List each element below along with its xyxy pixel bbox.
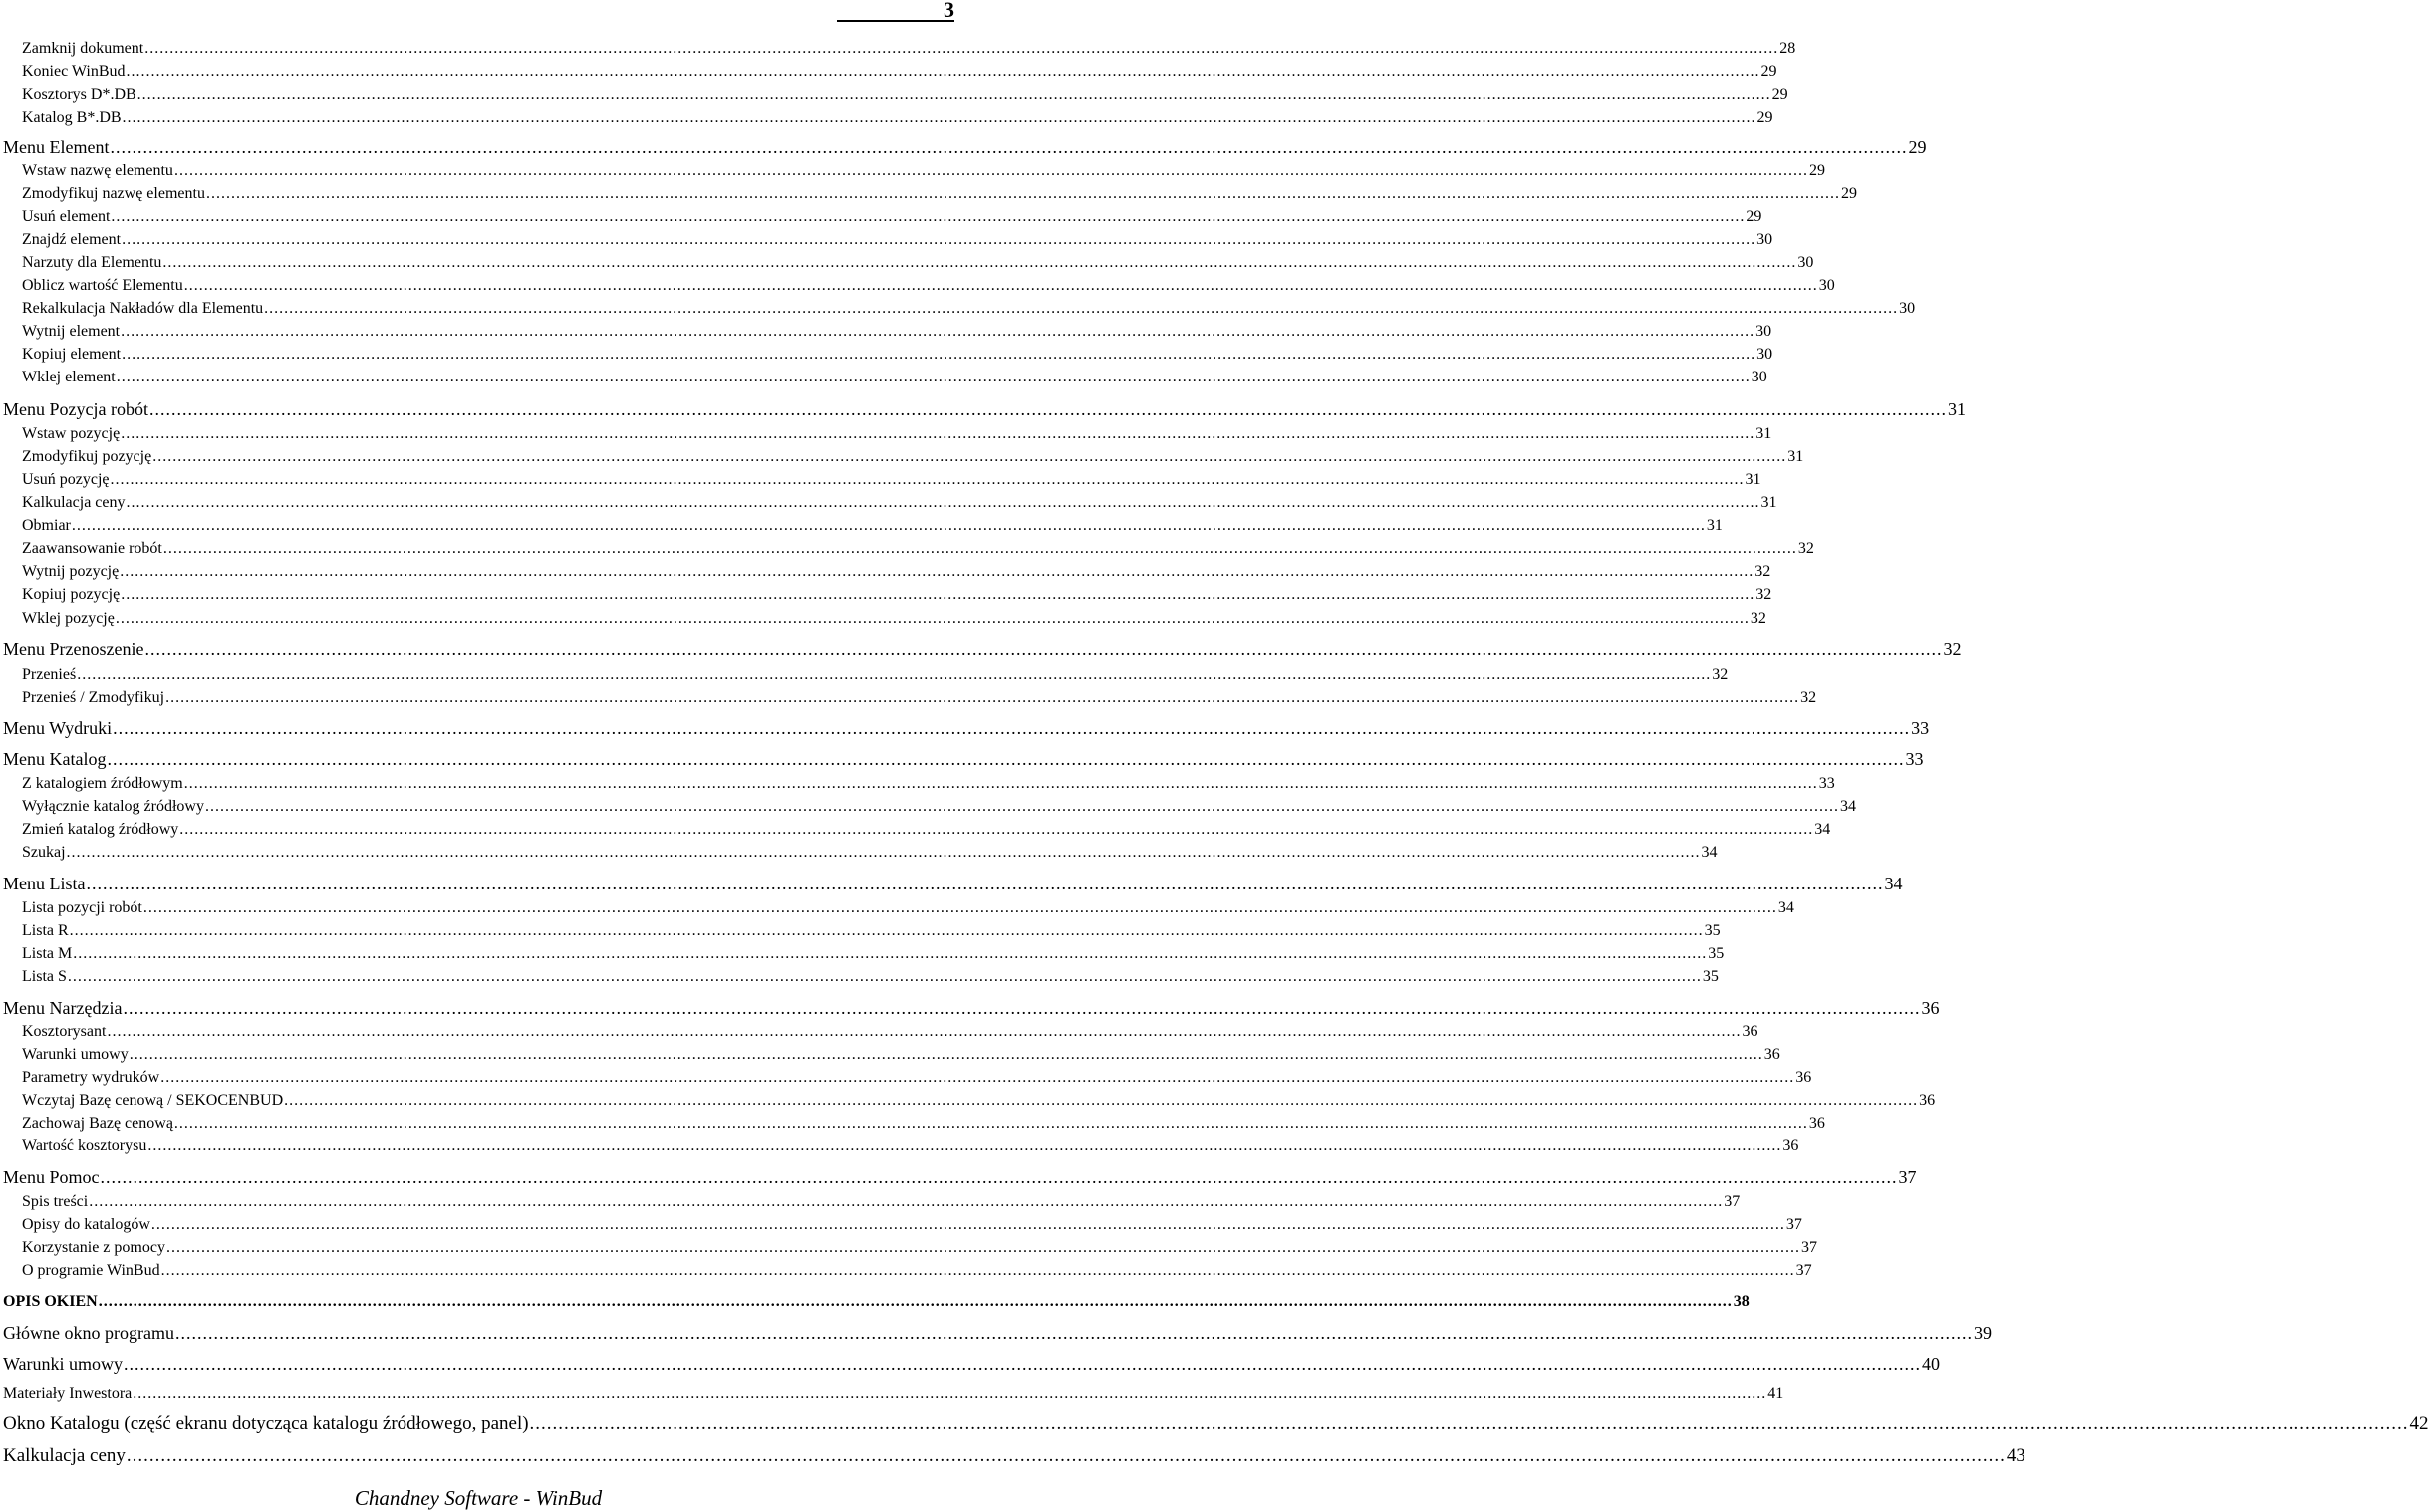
toc-entry-label: Szukaj — [22, 844, 66, 861]
toc-entry-label: Wczytaj Bazę cenową / SEKOCENBUD — [22, 1092, 284, 1109]
dot-leader — [122, 228, 1755, 251]
toc-entry-label: Narzuty dla Elementu — [22, 254, 162, 271]
toc-entry-page: 31 — [1706, 517, 1723, 534]
dot-leader — [127, 60, 1760, 83]
toc-entry-page: 29 — [1771, 86, 1788, 103]
toc-entry[interactable] — [0, 60, 1777, 83]
toc-entry-page: 29 — [1908, 137, 1927, 157]
toc-entry-label: Warunki umowy — [3, 1354, 124, 1374]
dot-leader — [174, 1112, 1808, 1134]
toc-entry[interactable] — [0, 106, 1773, 128]
dot-leader — [184, 772, 1818, 795]
dot-leader — [111, 468, 1745, 491]
toc-entry-label: Lista S — [22, 968, 67, 985]
toc-entry-page: 37 — [1898, 1167, 1917, 1187]
dot-leader — [175, 1320, 1973, 1346]
toc-entry-page: 36 — [1921, 998, 1940, 1018]
toc-entry-page: 34 — [1701, 844, 1718, 861]
toc-entry-label: Warunki umowy — [22, 1046, 129, 1063]
toc-entry-page: 33 — [1911, 718, 1930, 738]
toc-entry[interactable] — [0, 491, 1777, 514]
toc-entry[interactable] — [0, 896, 1794, 919]
dot-leader — [70, 919, 1704, 942]
toc-entry-label: Usuń pozycję — [22, 471, 110, 488]
toc-entry-page: 32 — [1755, 586, 1772, 603]
toc-entry[interactable] — [0, 1089, 1936, 1112]
toc-entry-page: 29 — [1746, 208, 1762, 225]
toc-entry-page: 32 — [1754, 563, 1771, 580]
dot-leader — [151, 1213, 1785, 1236]
toc-entry-label: Spis treści — [22, 1193, 89, 1210]
toc-entry-page: 36 — [1763, 1046, 1780, 1063]
toc-entry-label: Z katalogiem źródłowym — [22, 775, 183, 792]
toc-entry[interactable] — [0, 159, 1825, 182]
toc-entry-page: 35 — [1708, 945, 1725, 962]
dot-leader — [73, 942, 1707, 965]
toc-entry[interactable] — [0, 251, 1814, 274]
dot-leader — [149, 396, 1947, 422]
toc-entry-page: 31 — [1745, 471, 1761, 488]
dot-leader — [121, 320, 1754, 343]
dot-leader — [144, 636, 1942, 662]
toc-entry-label: Kosztorysant — [22, 1023, 107, 1040]
toc-entry-page: 34 — [1839, 798, 1856, 815]
toc-entry-label: Kopiuj pozycję — [22, 586, 121, 603]
dot-leader — [111, 205, 1745, 228]
dot-leader — [127, 1442, 2006, 1470]
toc-entry[interactable] — [0, 83, 1788, 106]
toc-entry-page: 28 — [1779, 40, 1796, 57]
dot-leader — [161, 1259, 1795, 1282]
dot-leader — [101, 1164, 1898, 1190]
toc-entry-page: 37 — [1785, 1216, 1802, 1233]
dot-leader — [113, 715, 1910, 741]
toc-entry-page: 39 — [1973, 1323, 1992, 1343]
toc-entry[interactable] — [0, 1190, 1741, 1213]
toc-entry-label: Wstaw pozycję — [22, 425, 121, 442]
dot-leader — [123, 995, 1920, 1021]
dot-leader — [121, 583, 1754, 606]
toc-entry-label: Menu Katalog — [3, 749, 107, 769]
dot-leader — [117, 366, 1751, 388]
dot-leader — [137, 83, 1771, 106]
dot-leader — [133, 1382, 1766, 1407]
toc-entry-page: 36 — [1808, 1115, 1825, 1132]
dot-leader — [127, 491, 1760, 514]
toc-entry[interactable] — [0, 343, 1773, 366]
toc-entry-label: Wytnij element — [22, 323, 121, 340]
dot-leader — [89, 1190, 1723, 1213]
toc-entry[interactable] — [0, 1164, 1917, 1190]
dot-leader — [174, 159, 1808, 182]
toc-entry[interactable] — [0, 583, 1772, 606]
toc-entry-page: 30 — [1756, 346, 1773, 363]
toc-entry-label: Rekalkulacja Nakładów dla Elementu — [22, 300, 264, 317]
toc-entry-label: Menu Narzędzia — [3, 998, 123, 1018]
toc-entry[interactable] — [0, 942, 1725, 965]
toc-entry[interactable] — [0, 772, 1835, 795]
toc-entry-page: 30 — [1797, 254, 1814, 271]
toc-entry-page: 32 — [1712, 666, 1729, 683]
dot-leader — [87, 871, 1884, 896]
header-rule — [837, 20, 954, 22]
toc-entry-page: 30 — [1899, 300, 1916, 317]
toc-entry[interactable] — [0, 636, 1962, 662]
toc-entry[interactable] — [0, 1020, 1758, 1043]
toc-entry-page: 36 — [1782, 1137, 1799, 1154]
dot-leader — [124, 1351, 1921, 1377]
toc-entry[interactable] — [0, 871, 1903, 896]
toc-entry-label: Koniec WinBud — [22, 63, 126, 80]
dot-leader — [264, 297, 1898, 320]
toc-entry[interactable] — [0, 205, 1762, 228]
toc-entry[interactable] — [0, 1066, 1812, 1089]
page-number: 3 — [944, 0, 954, 22]
toc-entry[interactable] — [0, 1442, 2025, 1470]
toc-entry[interactable] — [0, 965, 1719, 988]
toc-entry-page: 31 — [1947, 399, 1966, 419]
toc-entry-page: 29 — [1756, 109, 1773, 126]
toc-entry-label: Zamknij dokument — [22, 40, 144, 57]
dot-leader — [160, 1066, 1794, 1089]
dot-leader — [107, 746, 1904, 772]
toc-entry-label: Lista R — [22, 922, 69, 939]
dot-leader — [166, 1236, 1800, 1259]
toc-entry-page: 36 — [1742, 1023, 1758, 1040]
toc-entry[interactable] — [0, 297, 1916, 320]
dot-leader — [162, 251, 1796, 274]
toc-entry-page: 41 — [1767, 1386, 1784, 1402]
dot-leader — [68, 965, 1702, 988]
toc-entry-label: OPIS OKIEN — [3, 1293, 98, 1310]
toc-entry-page: 34 — [1777, 899, 1794, 916]
toc-entry[interactable] — [0, 995, 1940, 1021]
toc-entry-label: Menu Pomoc — [3, 1167, 100, 1187]
toc-entry-page: 43 — [2006, 1445, 2025, 1466]
toc-entry-label: Zmodyfikuj pozycję — [22, 448, 152, 465]
toc-entry-label: Menu Element — [3, 137, 110, 157]
toc-entry-page: 32 — [1750, 610, 1766, 627]
toc-entry-label: Zachowaj Bazę cenową — [22, 1115, 173, 1132]
toc-entry-page: 32 — [1800, 689, 1817, 706]
toc-entry-label: Okno Katalogu (część ekranu dotycząca katalogu źródłowego, panel) — [3, 1413, 529, 1434]
toc-entry[interactable] — [0, 1289, 1750, 1315]
toc-entry-label: Menu Wydruki — [3, 718, 113, 738]
toc-entry-page: 36 — [1795, 1069, 1812, 1086]
toc-entry[interactable] — [0, 1320, 1992, 1346]
dot-leader — [206, 182, 1840, 205]
dot-leader — [530, 1410, 2409, 1438]
toc-entry-page: 33 — [1905, 749, 1924, 769]
toc-entry-label: Wytnij pozycję — [22, 563, 120, 580]
dot-leader — [99, 1289, 1733, 1315]
toc-entry-page: 30 — [1756, 231, 1773, 248]
toc-entry[interactable] — [0, 320, 1772, 343]
toc-entry[interactable] — [0, 468, 1761, 491]
toc-entry-page: 30 — [1751, 369, 1767, 385]
dot-leader — [284, 1089, 1918, 1112]
toc-entry-page: 30 — [1755, 323, 1772, 340]
dot-leader — [121, 422, 1754, 445]
toc-entry-page: 37 — [1800, 1239, 1817, 1256]
dot-leader — [67, 841, 1701, 864]
toc-entry-page: 32 — [1943, 639, 1962, 659]
toc-entry[interactable] — [0, 274, 1835, 297]
toc-entry[interactable] — [0, 422, 1772, 445]
toc-entry-label: Opisy do katalogów — [22, 1216, 150, 1233]
toc-entry[interactable] — [0, 182, 1857, 205]
dot-leader — [123, 106, 1756, 128]
toc-entry[interactable] — [0, 715, 1930, 741]
toc-entry[interactable] — [0, 537, 1814, 560]
toc-entry[interactable] — [0, 919, 1721, 942]
toc-entry-page: 42 — [2409, 1413, 2429, 1434]
toc-entry[interactable] — [0, 396, 1966, 422]
toc-entry-page: 33 — [1818, 775, 1835, 792]
toc-entry-label: Usuń element — [22, 208, 111, 225]
dot-leader — [147, 1134, 1781, 1157]
toc-entry-label: Kopiuj element — [22, 346, 122, 363]
toc-entry-page: 38 — [1733, 1293, 1750, 1310]
toc-entry[interactable] — [0, 818, 1831, 841]
toc-entry[interactable] — [0, 560, 1771, 583]
toc-entry[interactable] — [0, 1134, 1799, 1157]
dot-leader — [72, 514, 1706, 537]
toc-entry-label: Przenieś / Zmodyfikuj — [22, 689, 165, 706]
toc-entry[interactable] — [0, 514, 1723, 537]
toc-entry-page: 35 — [1702, 968, 1719, 985]
dot-leader — [130, 1043, 1763, 1066]
toc-entry-label: Przenieś — [22, 666, 77, 683]
toc-entry-page: 36 — [1919, 1092, 1936, 1109]
dot-leader — [122, 343, 1755, 366]
toc-entry-label: Znajdź element — [22, 231, 122, 248]
toc-entry-page: 29 — [1840, 185, 1857, 202]
toc-entry[interactable] — [0, 366, 1767, 388]
dot-leader — [120, 560, 1754, 583]
toc-entry-page: 31 — [1787, 448, 1804, 465]
toc-entry[interactable] — [0, 607, 1766, 630]
toc-entry[interactable] — [0, 1351, 1941, 1377]
toc-entry-label: Kosztorys D*.DB — [22, 86, 136, 103]
toc-entry-label: Materiały Inwestora — [3, 1386, 133, 1402]
toc-entry[interactable] — [0, 1043, 1780, 1066]
toc-entry-page: 37 — [1724, 1193, 1741, 1210]
toc-entry[interactable] — [0, 663, 1729, 686]
toc-entry-page: 31 — [1755, 425, 1772, 442]
toc-entry-label: O programie WinBud — [22, 1262, 160, 1279]
toc-entry-label: Zmień katalog źródłowy — [22, 821, 179, 838]
toc-entry-label: Zaawansowanie robót — [22, 540, 162, 557]
dot-leader — [179, 818, 1813, 841]
dot-leader — [184, 274, 1818, 297]
toc-entry-page: 29 — [1808, 162, 1825, 179]
toc-entry-label: Parametry wydruków — [22, 1069, 160, 1086]
toc-entry[interactable] — [0, 445, 1804, 468]
toc-entry[interactable] — [0, 1213, 1802, 1236]
toc-entry-label: Oblicz wartość Elementu — [22, 277, 183, 294]
toc-entry-label: Wartość kosztorysu — [22, 1137, 147, 1154]
toc-entry-label: Katalog B*.DB — [22, 109, 122, 126]
toc-entry-page: 34 — [1814, 821, 1831, 838]
toc-entry[interactable] — [0, 795, 1856, 818]
dot-leader — [110, 134, 1907, 160]
toc-entry-page: 29 — [1760, 63, 1777, 80]
toc-entry-label: Lista M — [22, 945, 73, 962]
dot-leader — [144, 37, 1778, 60]
dot-leader — [116, 607, 1750, 630]
toc-entry-label: Korzystanie z pomocy — [22, 1239, 165, 1256]
toc-entry[interactable] — [0, 746, 1924, 772]
toc-entry-label: Główne okno programu — [3, 1323, 174, 1343]
toc-entry-label: Menu Lista — [3, 874, 86, 893]
dot-leader — [143, 896, 1777, 919]
toc-entry[interactable] — [0, 841, 1718, 864]
toc-entry-label: Menu Pozycja robót — [3, 399, 148, 419]
toc-entry[interactable] — [0, 37, 1796, 60]
dot-leader — [205, 795, 1839, 818]
toc-entry-page: 40 — [1922, 1354, 1941, 1374]
toc-entry-label: Obmiar — [22, 517, 71, 534]
toc-entry-label: Wklej element — [22, 369, 116, 385]
toc-entry[interactable] — [0, 1410, 2429, 1438]
toc-entry[interactable] — [0, 1259, 1812, 1282]
toc-entry-page: 32 — [1797, 540, 1814, 557]
toc-entry-label: Zmodyfikuj nazwę elementu — [22, 185, 205, 202]
toc-entry-label: Wstaw nazwę elementu — [22, 162, 173, 179]
toc-entry-page: 31 — [1760, 494, 1777, 511]
toc-entry-label: Menu Przenoszenie — [3, 639, 144, 659]
toc-entry-page: 30 — [1818, 277, 1835, 294]
dot-leader — [77, 663, 1711, 686]
dot-leader — [165, 686, 1799, 709]
dot-leader — [107, 1020, 1741, 1043]
toc-entry-label: Lista pozycji robót — [22, 899, 142, 916]
toc-entry[interactable] — [0, 228, 1773, 251]
dot-leader — [152, 445, 1786, 468]
toc-entry[interactable] — [0, 134, 1927, 160]
toc-entry-label: Kalkulacja ceny — [22, 494, 126, 511]
page-footer: Chandney Software - WinBud — [354, 1486, 603, 1510]
toc-entry[interactable] — [0, 1112, 1825, 1134]
toc-entry-label: Wyłącznie katalog źródłowy — [22, 798, 204, 815]
toc-entry-page: 35 — [1704, 922, 1721, 939]
toc-entry-label: Wklej pozycję — [22, 610, 115, 627]
toc-entry-page: 34 — [1884, 874, 1903, 893]
toc-entry-label: Kalkulacja ceny — [3, 1445, 126, 1466]
toc-entry[interactable] — [0, 1382, 1784, 1407]
dot-leader — [163, 537, 1797, 560]
toc-entry[interactable] — [0, 686, 1817, 709]
toc-entry[interactable] — [0, 1236, 1817, 1259]
toc-entry-page: 37 — [1795, 1262, 1812, 1279]
